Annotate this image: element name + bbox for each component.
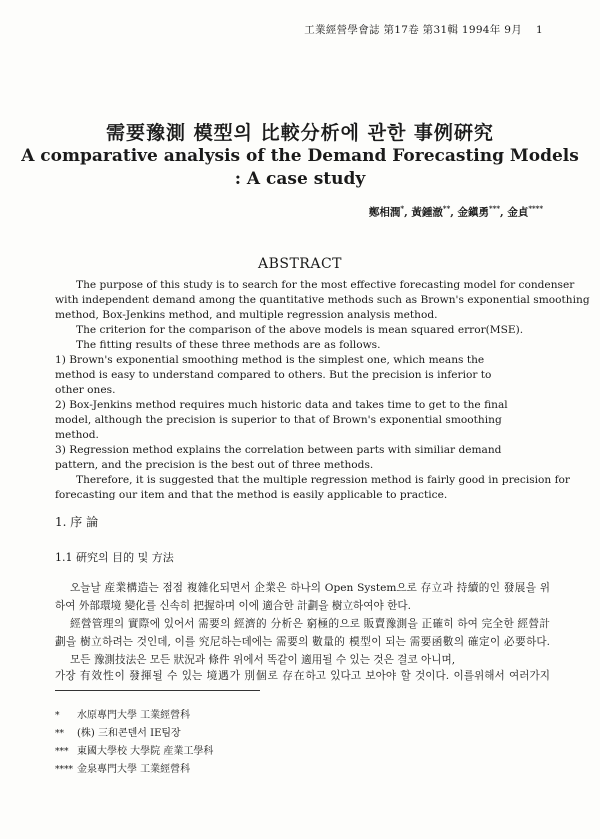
- footnote-text: 金泉專門大學 工業經營科: [77, 764, 191, 775]
- page-number: 1: [536, 24, 543, 36]
- footnote: [55, 742, 213, 757]
- subsection-heading: 1.1 硏究의 目的 및 方法: [55, 551, 174, 564]
- footnote: [55, 724, 181, 739]
- footnote: [55, 706, 190, 721]
- footnote-mark: ***: [55, 747, 69, 757]
- body-line: 가장 有效性이 發揮될 수 있는 境遇가 別個로 存在하고 있다고 보아야 할 것이다. 이를위해서 여러가지: [55, 670, 550, 682]
- author-name: 金貞: [507, 206, 529, 219]
- abstract-line: The purpose of this study is to search for the most effective forecasting model for condenser: [76, 279, 575, 291]
- footnote-mark: ****: [55, 765, 73, 775]
- abstract-line: other ones.: [55, 384, 116, 396]
- english-title-line-2: : A case study: [234, 169, 366, 189]
- footnote-mark: **: [55, 729, 64, 739]
- abstract-line: method.: [55, 429, 99, 441]
- author-name: 金鎭勇: [457, 206, 490, 219]
- running-header: [304, 22, 543, 37]
- abstract-line: pattern, and the precision is the best out of three methods.: [55, 459, 374, 471]
- abstract-line: The fitting results of these three methods are as follows.: [76, 339, 381, 351]
- abstract-line: forecasting our item and that the method is easily applicable to practice.: [55, 489, 448, 501]
- author-mark: **: [442, 204, 451, 213]
- body-line: 오늘날 産業構造는 점점 複雜化되면서 企業은 하나의 Open System으로 存立과 持續的인 發展을 위: [70, 582, 550, 594]
- body-line: 하여 外部環境 變化를 신속히 把握하며 이에 適合한 計劃을 樹立하여야 한다.: [55, 600, 411, 612]
- abstract-line: 3) Regression method explains the correlation between parts with similiar demand: [55, 444, 502, 456]
- body-line: 劃을 樹立하려는 것인데, 이를 究尼하는데에는 需要의 數量的 模型이 되는 需要函數의 確定이 必要하다.: [55, 636, 550, 648]
- author-name: 鄭相潤: [368, 206, 401, 219]
- author-list: 鄭相潤*, 黃鍾澈**, 金鎭勇***, 金貞****: [368, 204, 543, 219]
- abstract-line: method, Box-Jenkins method, and multiple regression analysis method.: [55, 309, 438, 321]
- abstract-line: Therefore, it is suggested that the multiple regression method is fairly good in precision for: [76, 474, 570, 486]
- body-line: 經營管理의 實際에 있어서 需要의 經濟的 分析은 窮極的으로 販賣豫測을 正確히 하여 完全한 經營計: [70, 618, 550, 630]
- english-title-line-1: A comparative analysis of the Demand Forecasting Models: [21, 146, 579, 166]
- abstract-line: The criterion for the comparison of the above models is mean squared error(MSE).: [76, 324, 524, 336]
- footnote-rule: [55, 690, 260, 691]
- abstract-line: with independent demand among the quantitative methods such as Brown's exponential smoothing: [55, 294, 590, 306]
- footnote-text: 水原專門大學 工業經營科: [77, 710, 191, 721]
- footnote: [55, 760, 190, 775]
- abstract-line: method is easy to understand compared to others. But the precision is inferior to: [55, 369, 492, 381]
- abstract-heading: ABSTRACT: [257, 256, 343, 272]
- author-mark: ****: [528, 204, 543, 213]
- footnote-text: 東國大學校 大學院 産業工學科: [77, 746, 214, 757]
- author-name: 黃鍾澈: [411, 206, 443, 219]
- korean-title: 需要豫測 模型의 比較分析에 관한 事例硏究: [106, 122, 494, 144]
- body-line: 모든 豫測技法은 모든 狀況과 條件 위에서 똑같이 適用될 수 있는 것은 결코 아니며,: [70, 654, 456, 666]
- author-mark: ***: [489, 204, 501, 213]
- abstract-line: model, although the precision is superior to that of Brown's exponential smoothing: [55, 414, 502, 426]
- author-mark: *: [400, 204, 405, 213]
- abstract-line: 2) Box-Jenkins method requires much historic data and takes time to get to the final: [55, 399, 508, 411]
- abstract-line: 1) Brown's exponential smoothing method is the simplest one, which means the: [55, 354, 485, 366]
- journal-info: 工業經營學會誌 第17卷 第31輯 1994年 9月: [304, 24, 523, 36]
- section-heading: 1. 序 論: [55, 515, 99, 529]
- footnote-text: (株) 三和콘덴서 IE팀장: [77, 728, 181, 739]
- footnote-mark: *: [55, 711, 60, 721]
